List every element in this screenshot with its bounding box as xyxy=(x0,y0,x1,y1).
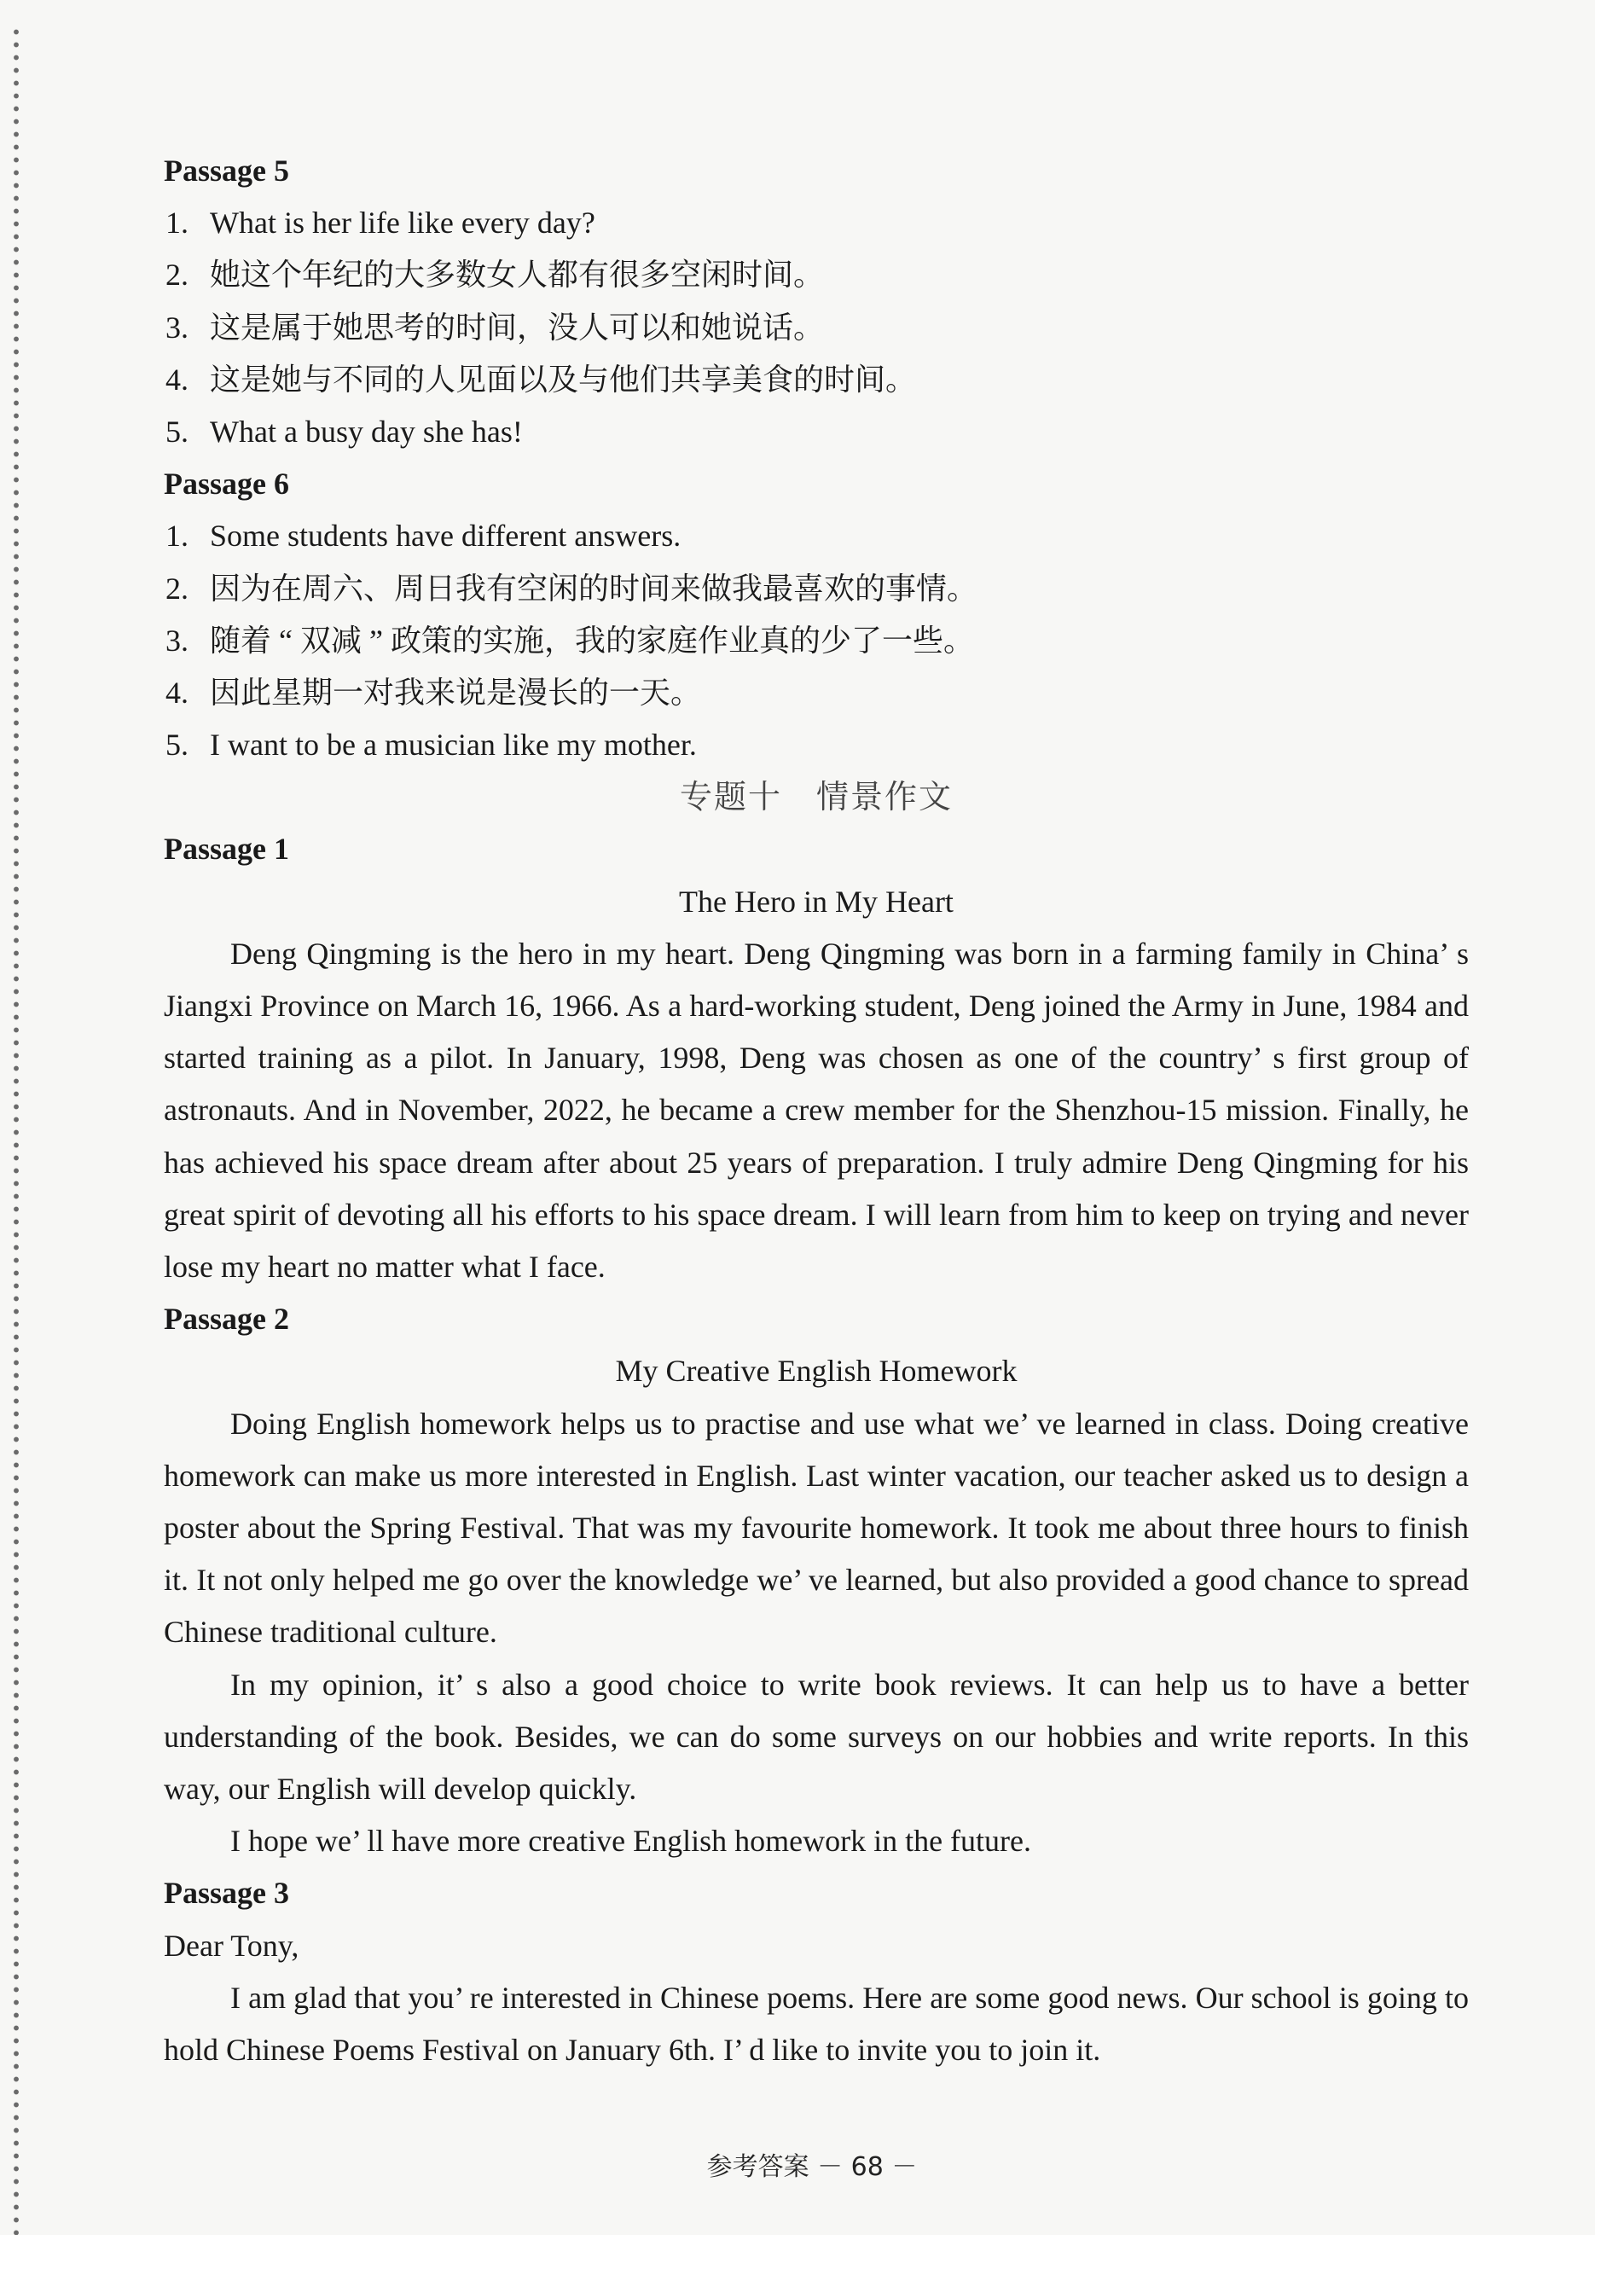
essay1-heading: Passage 1 xyxy=(164,832,289,867)
list-item: 4. 这是她与不同的人见面以及与他们共享美食的时间。 xyxy=(165,362,917,397)
list-item: 2. 因为在周六、周日我有空闲的时间来做我最喜欢的事情。 xyxy=(165,571,978,606)
essay2-paragraph: Doing English homework helps us to practise and use what we’ ve learned in class. Doing creative homework can make us more interested in English. Last winter vacation, our teacher asked us to design a poster about the Spring Festival. That was my favourite homework. It took me about three hours to finish it. It not only helped me go over the knowledge we’ ve learned, but also provided a good chance to spread Chinese traditional culture. xyxy=(164,1406,1469,1650)
essay1-title: The Hero in My Heart xyxy=(679,884,954,919)
list-item: 1. What is her life like every day? xyxy=(165,206,595,241)
essay2-paragraph: In my opinion, it’ s also a good choice to write book reviews. It can help us to have a better understanding of the book. Besides, we can do some surveys on our hobbies and write reports. In this way, our English will develop quickly. xyxy=(164,1667,1469,1807)
essay3-paragraph: I am glad that you’ re interested in Chinese poems. Here are some good news. Our school is going to hold Chinese Poems Festival on January 6th. I’ d like to invite you to join it. xyxy=(164,1980,1469,2068)
essay2-heading: Passage 2 xyxy=(164,1302,289,1337)
answer-content xyxy=(164,145,1469,2076)
section-title: 专题十 情景作文 xyxy=(679,778,953,816)
letter-greeting: Dear Tony, xyxy=(164,1928,299,1963)
page-footer: 参考答案 － 68 － xyxy=(706,2152,918,2182)
essay2-title: My Creative English Homework xyxy=(615,1354,1018,1389)
list-item: 1. Some students have different answers. xyxy=(165,519,682,554)
passage6-heading: Passage 6 xyxy=(164,467,289,502)
list-item: 3. 随着 “ 双减 ” 政策的实施，我的家庭作业真的少了一些。 xyxy=(165,623,974,658)
list-item: 2. 她这个年纪的大多数女人都有很多空闲时间。 xyxy=(165,258,825,293)
list-item: 5. I want to be a musician like my mother. xyxy=(165,728,697,763)
list-item: 5. What a busy day she has! xyxy=(165,414,523,449)
essay1-paragraph: Deng Qingming is the hero in my heart. Deng Qingming was born in a farming family in China’ s Jiangxi Province on March 16, 1966. As a hard-working student, Deng joined the Army in June, 1984 and started training as a pilot. In January, 1998, Deng was chosen as one of the country’ s first group of astronauts. And in November, 2022, he became a crew member for the Shenzhou-15 mission. Finally, he has achieved his space dream after about 25 years of preparation. I truly admire Deng Qingming for his great spirit of devoting all his efforts to his space dream. I will learn from him to keep on trying and never lose my heart no matter what I face. xyxy=(164,936,1469,1285)
binding-dots xyxy=(12,26,20,2235)
list-item: 4. 因此星期一对我来说是漫长的一天。 xyxy=(165,675,702,710)
passage5-heading: Passage 5 xyxy=(164,154,289,188)
essay2-paragraph: I hope we’ ll have more creative English homework in the future. xyxy=(230,1824,1032,1859)
essay3-heading: Passage 3 xyxy=(164,1876,289,1911)
list-item: 3. 这是属于她思考的时间，没人可以和她说话。 xyxy=(165,310,825,345)
